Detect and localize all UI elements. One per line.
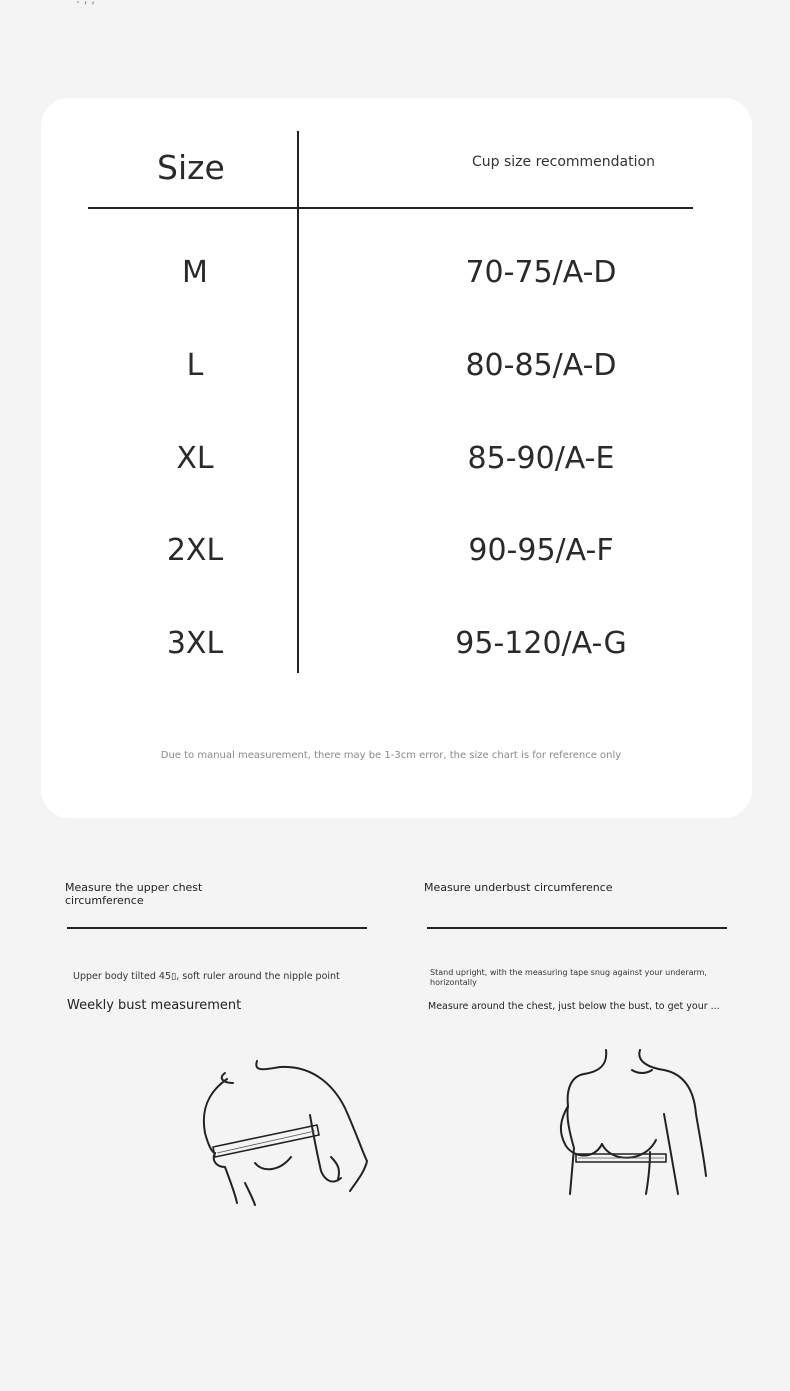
header-divider (88, 207, 693, 209)
guide-title: Measure underbust circumference (424, 881, 613, 894)
size-chart-note: Due to manual measurement, there may be 1-3cm error, the size chart is for reference only (160, 750, 622, 761)
cup-cell: 90-95/A-F (468, 533, 614, 568)
underbust-illustration (554, 1048, 714, 1198)
guide-subtitle: Measure around the chest, just below the bust, to get your ... (428, 1001, 720, 1012)
upper-chest-illustration (195, 1053, 375, 1208)
guide-divider (427, 927, 727, 929)
size-cell: M (182, 255, 208, 290)
cup-column-header: Cup size recommendation (472, 154, 655, 170)
table-row (41, 619, 752, 669)
cup-cell: 85-90/A-E (467, 441, 615, 476)
table-row (41, 434, 752, 484)
cup-cell: 80-85/A-D (465, 348, 617, 383)
guide-subtitle: Weekly bust measurement (67, 998, 242, 1013)
upper-chest-guide (65, 878, 395, 1218)
size-cell: 2XL (166, 533, 224, 568)
table-row (41, 341, 752, 391)
guide-description: Upper body tilted 45▯, soft ruler around the nipple point (73, 971, 340, 982)
underbust-guide (424, 878, 754, 1218)
size-chart-card (41, 98, 752, 818)
size-column-header: Size (157, 148, 225, 187)
size-cell: 3XL (166, 626, 224, 661)
cup-cell: 70-75/A-D (465, 255, 617, 290)
column-divider (297, 131, 299, 673)
cropped-top-text (76, 0, 95, 6)
size-cell: XL (176, 441, 214, 476)
guide-divider (67, 927, 367, 929)
guide-title: Measure the upper chest circumference (65, 881, 203, 907)
size-cell: L (186, 348, 204, 383)
table-row (41, 248, 752, 298)
guide-description: Stand upright, with the measuring tape snug against your underarm, horizontally (430, 968, 707, 987)
table-row (41, 526, 752, 576)
cup-cell: 95-120/A-G (455, 626, 627, 661)
